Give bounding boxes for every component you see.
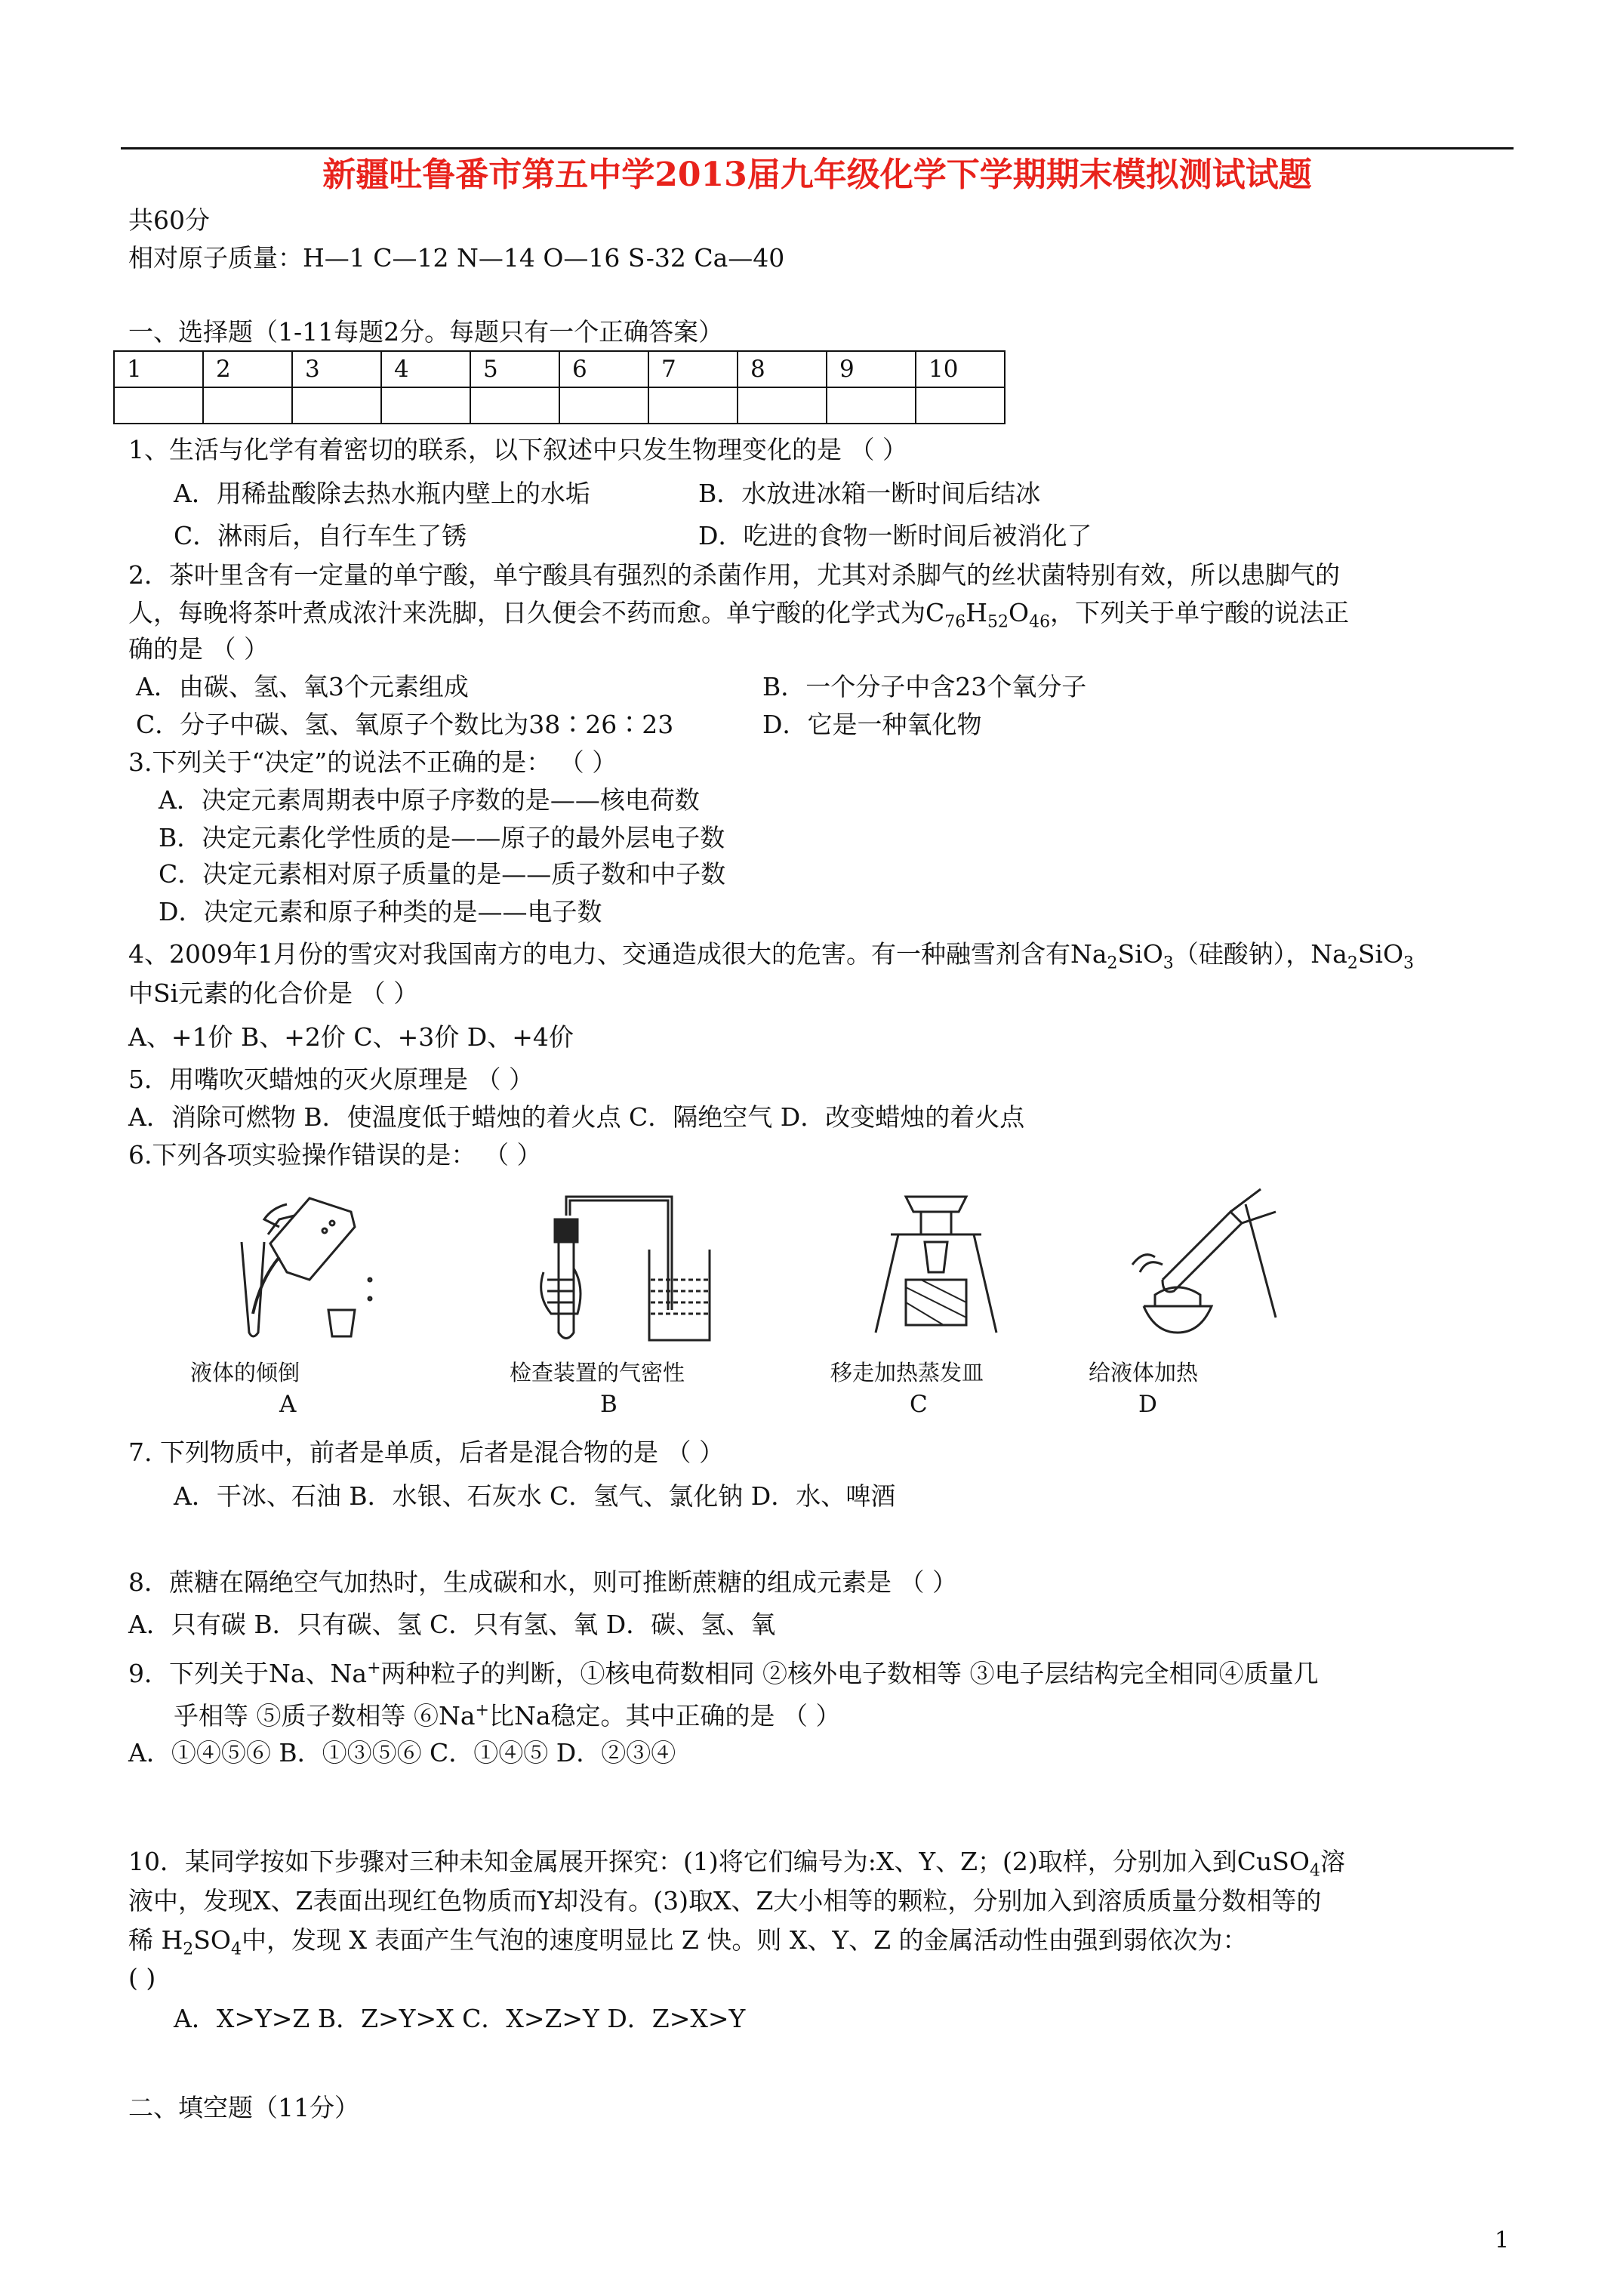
fig-d-letter: D [1138, 1391, 1157, 1418]
q1-option-a: A．用稀盐酸除去热水瓶内壁上的水垢 [174, 479, 590, 508]
q10-line4: ( ) [128, 1963, 156, 1992]
answer-cell-blank[interactable] [559, 387, 648, 424]
atomic-masses: 相对原子质量：H—1 C—12 N—14 O—16 S-32 Ca—40 [128, 243, 785, 273]
q2-line1: 2．茶叶里含有一定量的单宁酸，单宁酸具有强烈的杀菌作用，尤其对杀脚气的丝状菌特别有效，所以患脚气的 [128, 560, 1340, 590]
q7-options: A．干冰、石油 B．水银、石灰水 C．氢气、氯化钠 D．水、啤酒 [174, 1481, 896, 1511]
answer-cell-header: 5 [470, 351, 559, 387]
q3-option-c: C．决定元素相对原子质量的是——质子数和中子数 [159, 859, 726, 889]
q1-option-d: D．吃进的食物一断时间后被消化了 [698, 521, 1092, 550]
answer-cell-blank[interactable] [738, 387, 827, 424]
answer-cell-blank[interactable] [292, 387, 381, 424]
fig-c-evaporating-dish [861, 1182, 1012, 1348]
answer-cell-header: 1 [114, 351, 203, 387]
answer-table-header-row [114, 351, 1005, 387]
answer-cell-header: 2 [203, 351, 292, 387]
fig-c-caption: 移走加热蒸发皿 [830, 1360, 984, 1385]
q2-option-d: D．它是一种氧化物 [762, 710, 982, 739]
fig-b-letter: B [600, 1391, 617, 1418]
fig-c-letter: C [910, 1391, 928, 1418]
q10-line3: 稀 $H_2SO_4$中，发现 X 表面产生气泡的速度明显比 Z 快。则 X、Y、Z 的金属活动性由强到弱依次为： [128, 1925, 1248, 1959]
fig-b-airtightness-check [513, 1182, 725, 1348]
fig-b-caption: 检查装置的气密性 [510, 1360, 685, 1385]
fig-a-liquid-pouring [189, 1182, 385, 1348]
q4-line1: 4、2009年1月份的雪灾对我国南方的电力、交通造成很大的危害。有一种融雪剂含有$Na_2SiO_3$（硅酸钠），$Na_2SiO_3$ [128, 939, 1415, 973]
answer-cell-blank[interactable] [648, 387, 738, 424]
q10-line2: 液中，发现X、Z表面出现红色物质而Y却没有。(3)取X、Z大小相等的颗粒，分别加入到溶质质量分数相等的 [128, 1886, 1322, 1915]
q9-line1: 9．下列关于Na、Na+两种粒子的判断，①核电荷数相同 ②核外电子数相等 ③电子层结构完全相同④质量几 [128, 1659, 1319, 1688]
answer-cell-header: 4 [381, 351, 470, 387]
q9-options: A．①④⑤⑥ B．①③⑤⑥ C．①④⑤ D．②③④ [128, 1738, 676, 1767]
q5-stem: 5．用嘴吹灭蜡烛的灭火原理是 （ ） [128, 1065, 534, 1094]
answer-cell-blank[interactable] [916, 387, 1005, 424]
q2-option-a: A．由碳、氢、氧3个元素组成 [136, 672, 469, 701]
page-title: 新疆吐鲁番市第五中学2013届九年级化学下学期期末模拟测试试题 [322, 156, 1312, 194]
answer-cell-header: 7 [648, 351, 738, 387]
q2-option-c: C．分子中碳、氢、氧原子个数比为38∶26∶23 [136, 710, 674, 739]
q1-option-b: B．水放进冰箱一断时间后结冰 [698, 479, 1041, 508]
answer-cell-header: 6 [559, 351, 648, 387]
fig-d-caption: 给液体加热 [1089, 1360, 1199, 1385]
q3-option-a: A．决定元素周期表中原子序数的是——核电荷数 [159, 785, 700, 815]
answer-cell-header: 3 [292, 351, 381, 387]
header-rule [121, 147, 1514, 149]
answer-cell-header: 9 [827, 351, 916, 387]
total-score: 共60分 [128, 205, 210, 235]
fig-a-caption: 液体的倾倒 [190, 1360, 300, 1385]
answer-cell-blank[interactable] [114, 387, 203, 424]
q3-option-d: D．决定元素和原子种类的是——电子数 [159, 897, 602, 926]
q2-line2: 人，每晚将茶叶煮成浓汁来洗脚，日久便会不药而愈。单宁酸的化学式为$C_{76}H_{52}O_{46}$，下列关于单宁酸的说法正 [128, 598, 1350, 632]
q9-line2: 乎相等 ⑤质子数相等 ⑥Na+比Na稳定。其中正确的是 （ ） [174, 1701, 841, 1730]
answer-cell-blank[interactable] [203, 387, 292, 424]
q10-options: A．X>Y>Z B．Z>Y>X C．X>Z>Y D．Z>X>Y [174, 2004, 746, 2033]
q1-stem: 1、生活与化学有着密切的联系，以下叙述中只发生物理变化的是 （ ） [128, 435, 907, 464]
answer-cell-header: 10 [916, 351, 1005, 387]
q6-stem: 6.下列各项实验操作错误的是： （ ） [128, 1140, 542, 1170]
section2-heading: 二、填空题（11分） [128, 2093, 359, 2122]
fig-a-letter: A [279, 1391, 297, 1418]
answer-table-blank-row [114, 387, 1005, 424]
answer-table [113, 350, 1006, 424]
page-number: 1 [1495, 2227, 1510, 2254]
q10-line1: 10．某同学按如下步骤对三种未知金属展开探究：(1)将它们编号为:X、Y、Z；(2)取样，分别加入到CuSO$_4$溶 [128, 1847, 1345, 1881]
q2-option-b: B．一个分子中含23个氧分子 [762, 672, 1087, 701]
answer-cell-blank[interactable] [470, 387, 559, 424]
section1-heading: 一、选择题（1-11每题2分。每题只有一个正确答案） [128, 317, 724, 347]
answer-cell-blank[interactable] [381, 387, 470, 424]
q8-options: A．只有碳 B．只有碳、氢 C．只有氢、氧 D．碳、氢、氧 [128, 1610, 776, 1639]
q3-option-b: B．决定元素化学性质的是——原子的最外层电子数 [159, 823, 725, 852]
q3-stem: 3.下列关于“决定”的说法不正确的是： （ ） [128, 747, 617, 777]
answer-cell-header: 8 [738, 351, 827, 387]
answer-cell-blank[interactable] [827, 387, 916, 424]
q8-stem: 8．蔗糖在隔绝空气加热时，生成碳和水，则可推断蔗糖的组成元素是 （ ） [128, 1567, 957, 1597]
q7-stem: 7. 下列物质中，前者是单质，后者是混合物的是 （ ） [128, 1438, 724, 1467]
q5-options: A．消除可燃物 B．使温度低于蜡烛的着火点 C．隔绝空气 D．改变蜡烛的着火点 [128, 1102, 1025, 1132]
q1-option-c: C．淋雨后，自行车生了锈 [174, 521, 467, 550]
q2-line3: 确的是 （ ） [128, 634, 269, 664]
fig-d-heating-liquid [1110, 1182, 1291, 1348]
q4-line2: 中Si元素的化合价是 （ ） [128, 978, 419, 1008]
q4-options: A、+1价 B、+2价 C、+3价 D、+4价 [128, 1022, 574, 1052]
